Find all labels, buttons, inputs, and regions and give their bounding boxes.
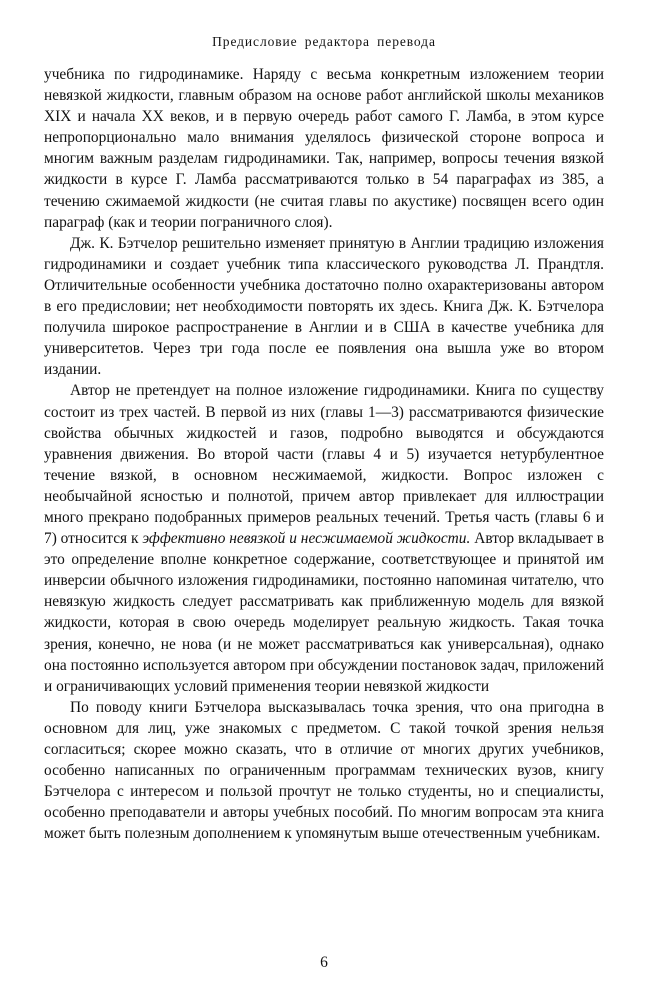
paragraph-2: Дж. К. Бэтчелор решительно изменяет принятую в Англии традицию изложения гидродинамики и создает учебник типа классического руководства Л. Прандтля. Отличительные особенности учебника достаточно полно охарактеризованы автором в его предисловии; нет необходимости повторять их здесь. Книга Дж. К. Бэтчелора получила широкое распространение в Англии и в США в качестве учебника для университетов. Через три года после ее появления она вышла уже во втором издании. <box>44 234 604 379</box>
page-number: 6 <box>320 954 328 971</box>
running-head: Предисловие редактора перевода <box>212 34 436 49</box>
paragraph-3-italic-phrase: эффективно невязкой и несжимаемой жидкости. <box>142 530 471 548</box>
paragraph-4: По поводу книги Бэтчелора высказывалась точка зрения, что она пригодна в основном для лиц, уже знакомых с предметом. С такой точкой зрения нельзя согласиться; скорее можно сказать, что в отличие от многих других учебников, особенно написанных по ограниченным программам технических вузов, книгу Бэтчелора с интересом и пользой прочтут не только студенты, но и специалисты, особенно преподаватели и авторы учебных пособий. По многим вопросам эта книга может быть полезным дополнением к упомянутым выше отечественным учебникам. <box>44 698 604 843</box>
paragraph-3-lead: Автор не претендует на полное изложение гидродинамики. Книга по существу состоит из трех частей. В первой из них (главы 1—3) рассматриваются физические свойства обычных жидкостей и газов, подробно выводятся и обсуждаются уравнения движения. Во второй части (главы 4 и 5) изучается нетурбулентное течение вязкой, в основном несжимаемой, жидкости. Вопрос изложен с необычайной ясностью и полнотой, причем автор привлекает для иллюстрации много прекрано подобранных примеров реальных течений. Третья часть (главы 6 и 7) относится к <box>44 382 604 548</box>
body-text <box>44 64 604 940</box>
paragraph-3 <box>44 380 604 696</box>
paragraph-1: учебника по гидродинамике. Наряду с весьма конкретным изложением теории невязкой жидкости, главным образом на основе работ английской школы механиков XIX и начала XX веков, и в первую очередь работ самого Г. Ламба, в этом курсе непропорционально мало внимания уделялось физической стороне вопроса и многим важным разделам гидродинамики. Так, например, вопросы течения вязкой жидкости в курсе Г. Ламба рассматриваются только в 54 параграфах из 385, а течению сжимаемой жидкости (не считая главы по акустике) посвящен всего один параграф (как и теории пограничного слоя). <box>44 66 604 231</box>
paragraph-3-tail: Автор вкладывает в это определение вполне конкретное содержание, соответствующее и принятой им инверсии обычного изложения гидродинамики, постоянно напоминая читателю, что невязкую жидкость следует рассматривать как приближенную модель для вязкой жидкости, которая в свою очередь моделирует реальную жидкость. Такая точка зрения, конечно, не нова (и не может рассматриваться как универсальная), однако она постоянно используется автором при обсуждении постановок задач, приложений и ограничивающих условий применения теории невязкой жидкости <box>44 530 604 695</box>
